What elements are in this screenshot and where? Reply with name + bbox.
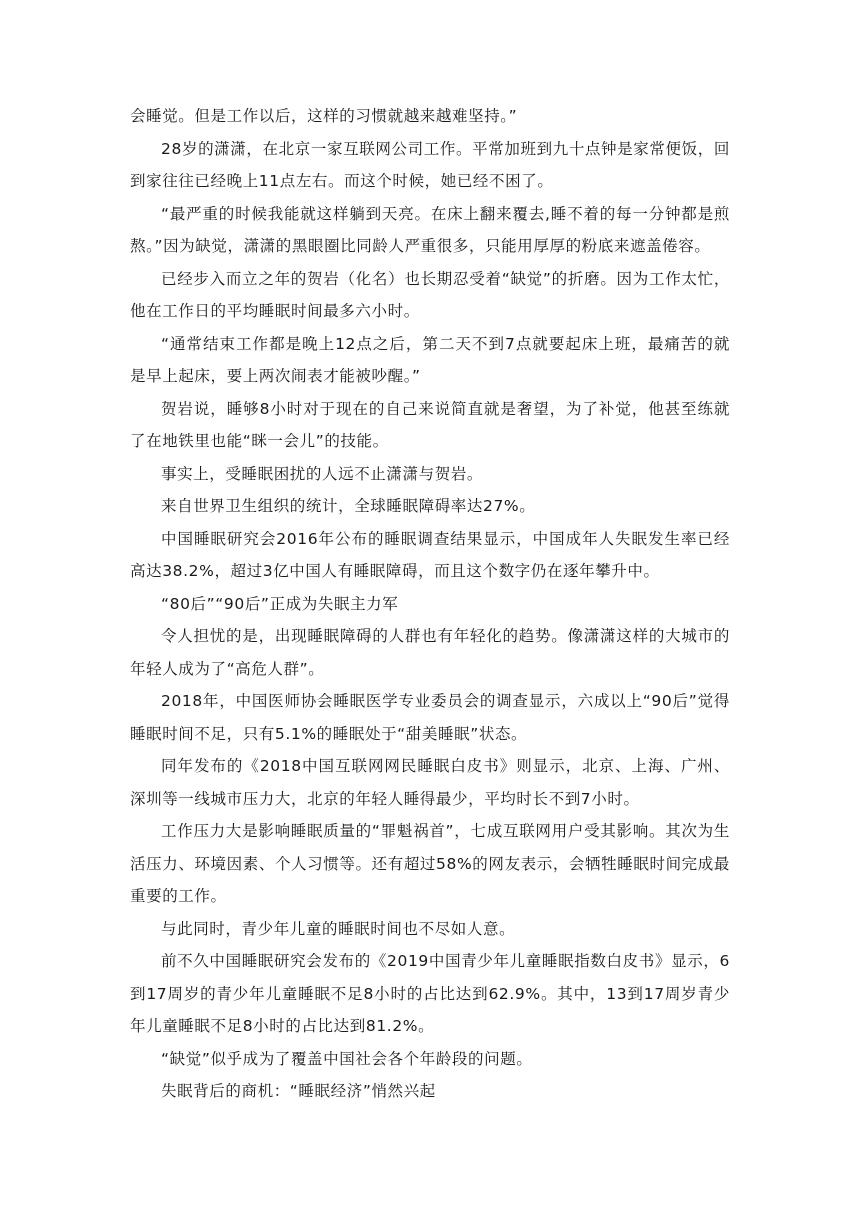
- paragraph: 中国睡眠研究会2016年公布的睡眠调查结果显示，中国成年人失眠发生率已经高达38.2%，超过3亿中国人有睡眠障碍，而且这个数字仍在逐年攀升中。: [130, 529, 730, 580]
- paragraph: 2018年，中国医师协会睡眠医学专业委员会的调查显示，六成以上“90后”觉得睡眠时间不足，只有5.1%的睡眠处于“甜美睡眠”状态。: [130, 692, 730, 743]
- paragraph: “缺觉”似乎成为了覆盖中国社会各个年龄段的问题。: [161, 1049, 533, 1068]
- paragraph: 与此同时，青少年儿童的睡眠时间也不尽如人意。: [161, 919, 516, 938]
- paragraph: 工作压力大是影响睡眠质量的“罪魁祸首”，七成互联网用户受其影响。其次为生活压力、环境因素、个人习惯等。还有超过58%的网友表示，会牺牲睡眠时间完成最重要的工作。: [130, 822, 730, 905]
- paragraph: 28岁的潇潇，在北京一家互联网公司工作。平常加班到九十点钟是家常便饭，回到家往往已经晚上11点左右。而这个时候，她已经不困了。: [130, 139, 730, 190]
- paragraph: 令人担忧的是，出现睡眠障碍的人群也有年轻化的趋势。像潇潇这样的大城市的年轻人成为了“高危人群”。: [130, 627, 730, 678]
- article-body: [130, 100, 730, 1108]
- paragraph: 事实上，受睡眠困扰的人远不止潇潇与贺岩。: [161, 464, 484, 483]
- paragraph: 前不久中国睡眠研究会发布的《2019中国青少年儿童睡眠指数白皮书》显示，6到17周岁的青少年儿童睡眠不足8小时的占比达到62.9%。其中，13到17周岁青少年儿童睡眠不足8小时的占比达到81.2%。: [130, 952, 730, 1035]
- paragraph: “通常结束工作都是晚上12点之后，第二天不到7点就要起床上班，最痛苦的就是早上起床，要上两次闹表才能被吵醒。”: [130, 334, 730, 385]
- paragraph: “最严重的时候我能就这样躺到天亮。在床上翻来覆去,睡不着的每一分钟都是煎熬。”因为缺觉，潇潇的黑眼圈比同龄人严重很多，只能用厚厚的粉底来遮盖倦容。: [130, 204, 730, 255]
- paragraph: 来自世界卫生组织的统计，全球睡眠障碍率达27%。: [161, 497, 536, 515]
- paragraph: 会睡觉。但是工作以后，这样的习惯就越来越难坚持。”: [130, 107, 518, 125]
- paragraph: “80后”“90后”正成为失眠主力军: [161, 594, 399, 613]
- paragraph: 已经步入而立之年的贺岩（化名）也长期忍受着“缺觉”的折磨。因为工作太忙，他在工作日的平均睡眠时间最多六小时。: [130, 269, 730, 320]
- paragraph: 贺岩说，睡够8小时对于现在的自己来说简直就是奢望，为了补觉，他甚至练就了在地铁里也能“眯一会儿”的技能。: [130, 399, 730, 450]
- paragraph: 失眠背后的商机：“睡眠经济”悄然兴起: [161, 1082, 436, 1100]
- paragraph: 同年发布的《2018中国互联网网民睡眠白皮书》则显示，北京、上海、广州、深圳等一线城市压力大，北京的年轻人睡得最少，平均时长不到7小时。: [130, 757, 730, 808]
